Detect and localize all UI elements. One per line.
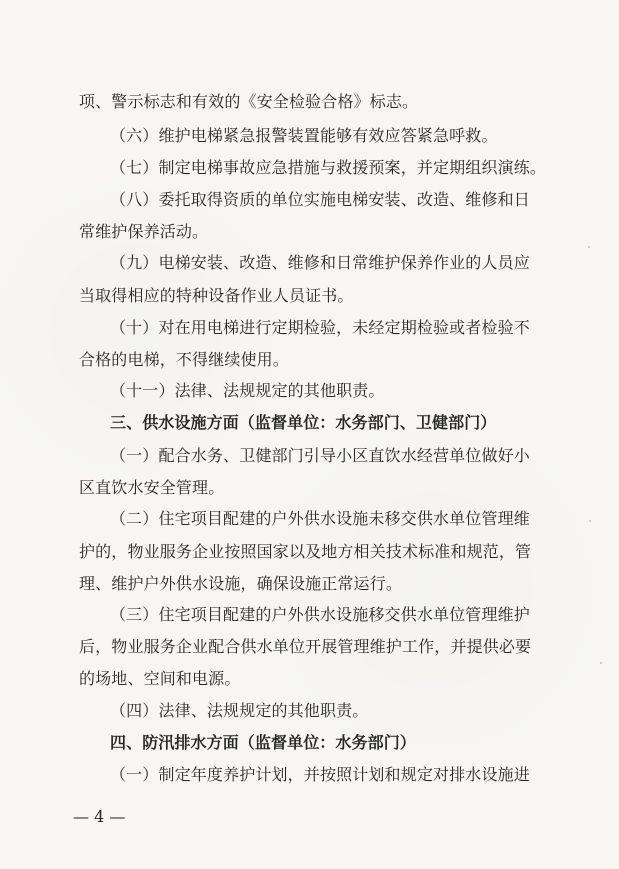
text-line: 后，物业服务企业配合供水单位开展管理维护工作，并提供必要	[79, 637, 532, 656]
scan-speck	[588, 246, 590, 248]
text-line: （三）住宅项目配建的户外供水设施移交供水单位管理维护	[110, 605, 530, 624]
text-line: （一）制定年度养护计划，并按照计划和规定对排水设施进	[110, 765, 530, 784]
text-line: （六）维护电梯紧急报警装置能够有效应答紧急呼救。	[110, 126, 498, 145]
scan-speck	[589, 520, 591, 522]
text-line: 护的，物业服务企业按照国家以及地方相关技术标准和规范，管	[79, 542, 532, 561]
text-line: 区直饮水安全管理。	[79, 478, 225, 497]
scan-speck	[600, 662, 602, 664]
text-line: （二）住宅项目配建的户外供水设施未移交供水单位管理维	[110, 509, 530, 528]
text-line: （四）法律、法规规定的其他职责。	[110, 701, 369, 720]
text-line: 常维护保养活动。	[79, 222, 209, 241]
text-line: （十一）法律、法规规定的其他职责。	[110, 381, 385, 400]
text-line: 理、维护户外供水设施，确保设施正常运行。	[79, 574, 403, 593]
text-line: （七）制定电梯事故应急措施与救援预案，并定期组织演练。	[110, 158, 547, 177]
text-line: （八）委托取得资质的单位实施电梯安装、改造、维修和日	[110, 190, 530, 209]
section-heading-water-supply: 三、供水设施方面（监督单位：水务部门、卫健部门）	[110, 413, 497, 432]
text-line: 的场地、空间和电源。	[79, 669, 241, 688]
text-line: 项、警示标志和有效的《安全检验合格》标志。	[79, 92, 419, 111]
page-number: — 4 —	[73, 807, 126, 826]
text-line: （十）对在用电梯进行定期检验，未经定期检验或者检验不	[110, 318, 530, 337]
text-line: （九）电梯安装、改造、维修和日常维护保养作业的人员应	[110, 253, 530, 272]
text-line: 合格的电梯，不得继续使用。	[79, 350, 289, 369]
text-line: （一）配合水务、卫健部门引导小区直饮水经营单位做好小	[110, 446, 530, 465]
section-heading-flood-drainage: 四、防汛排水方面（监督单位：水务部门）	[110, 733, 416, 752]
text-line: 当取得相应的特种设备作业人员证书。	[79, 286, 354, 305]
